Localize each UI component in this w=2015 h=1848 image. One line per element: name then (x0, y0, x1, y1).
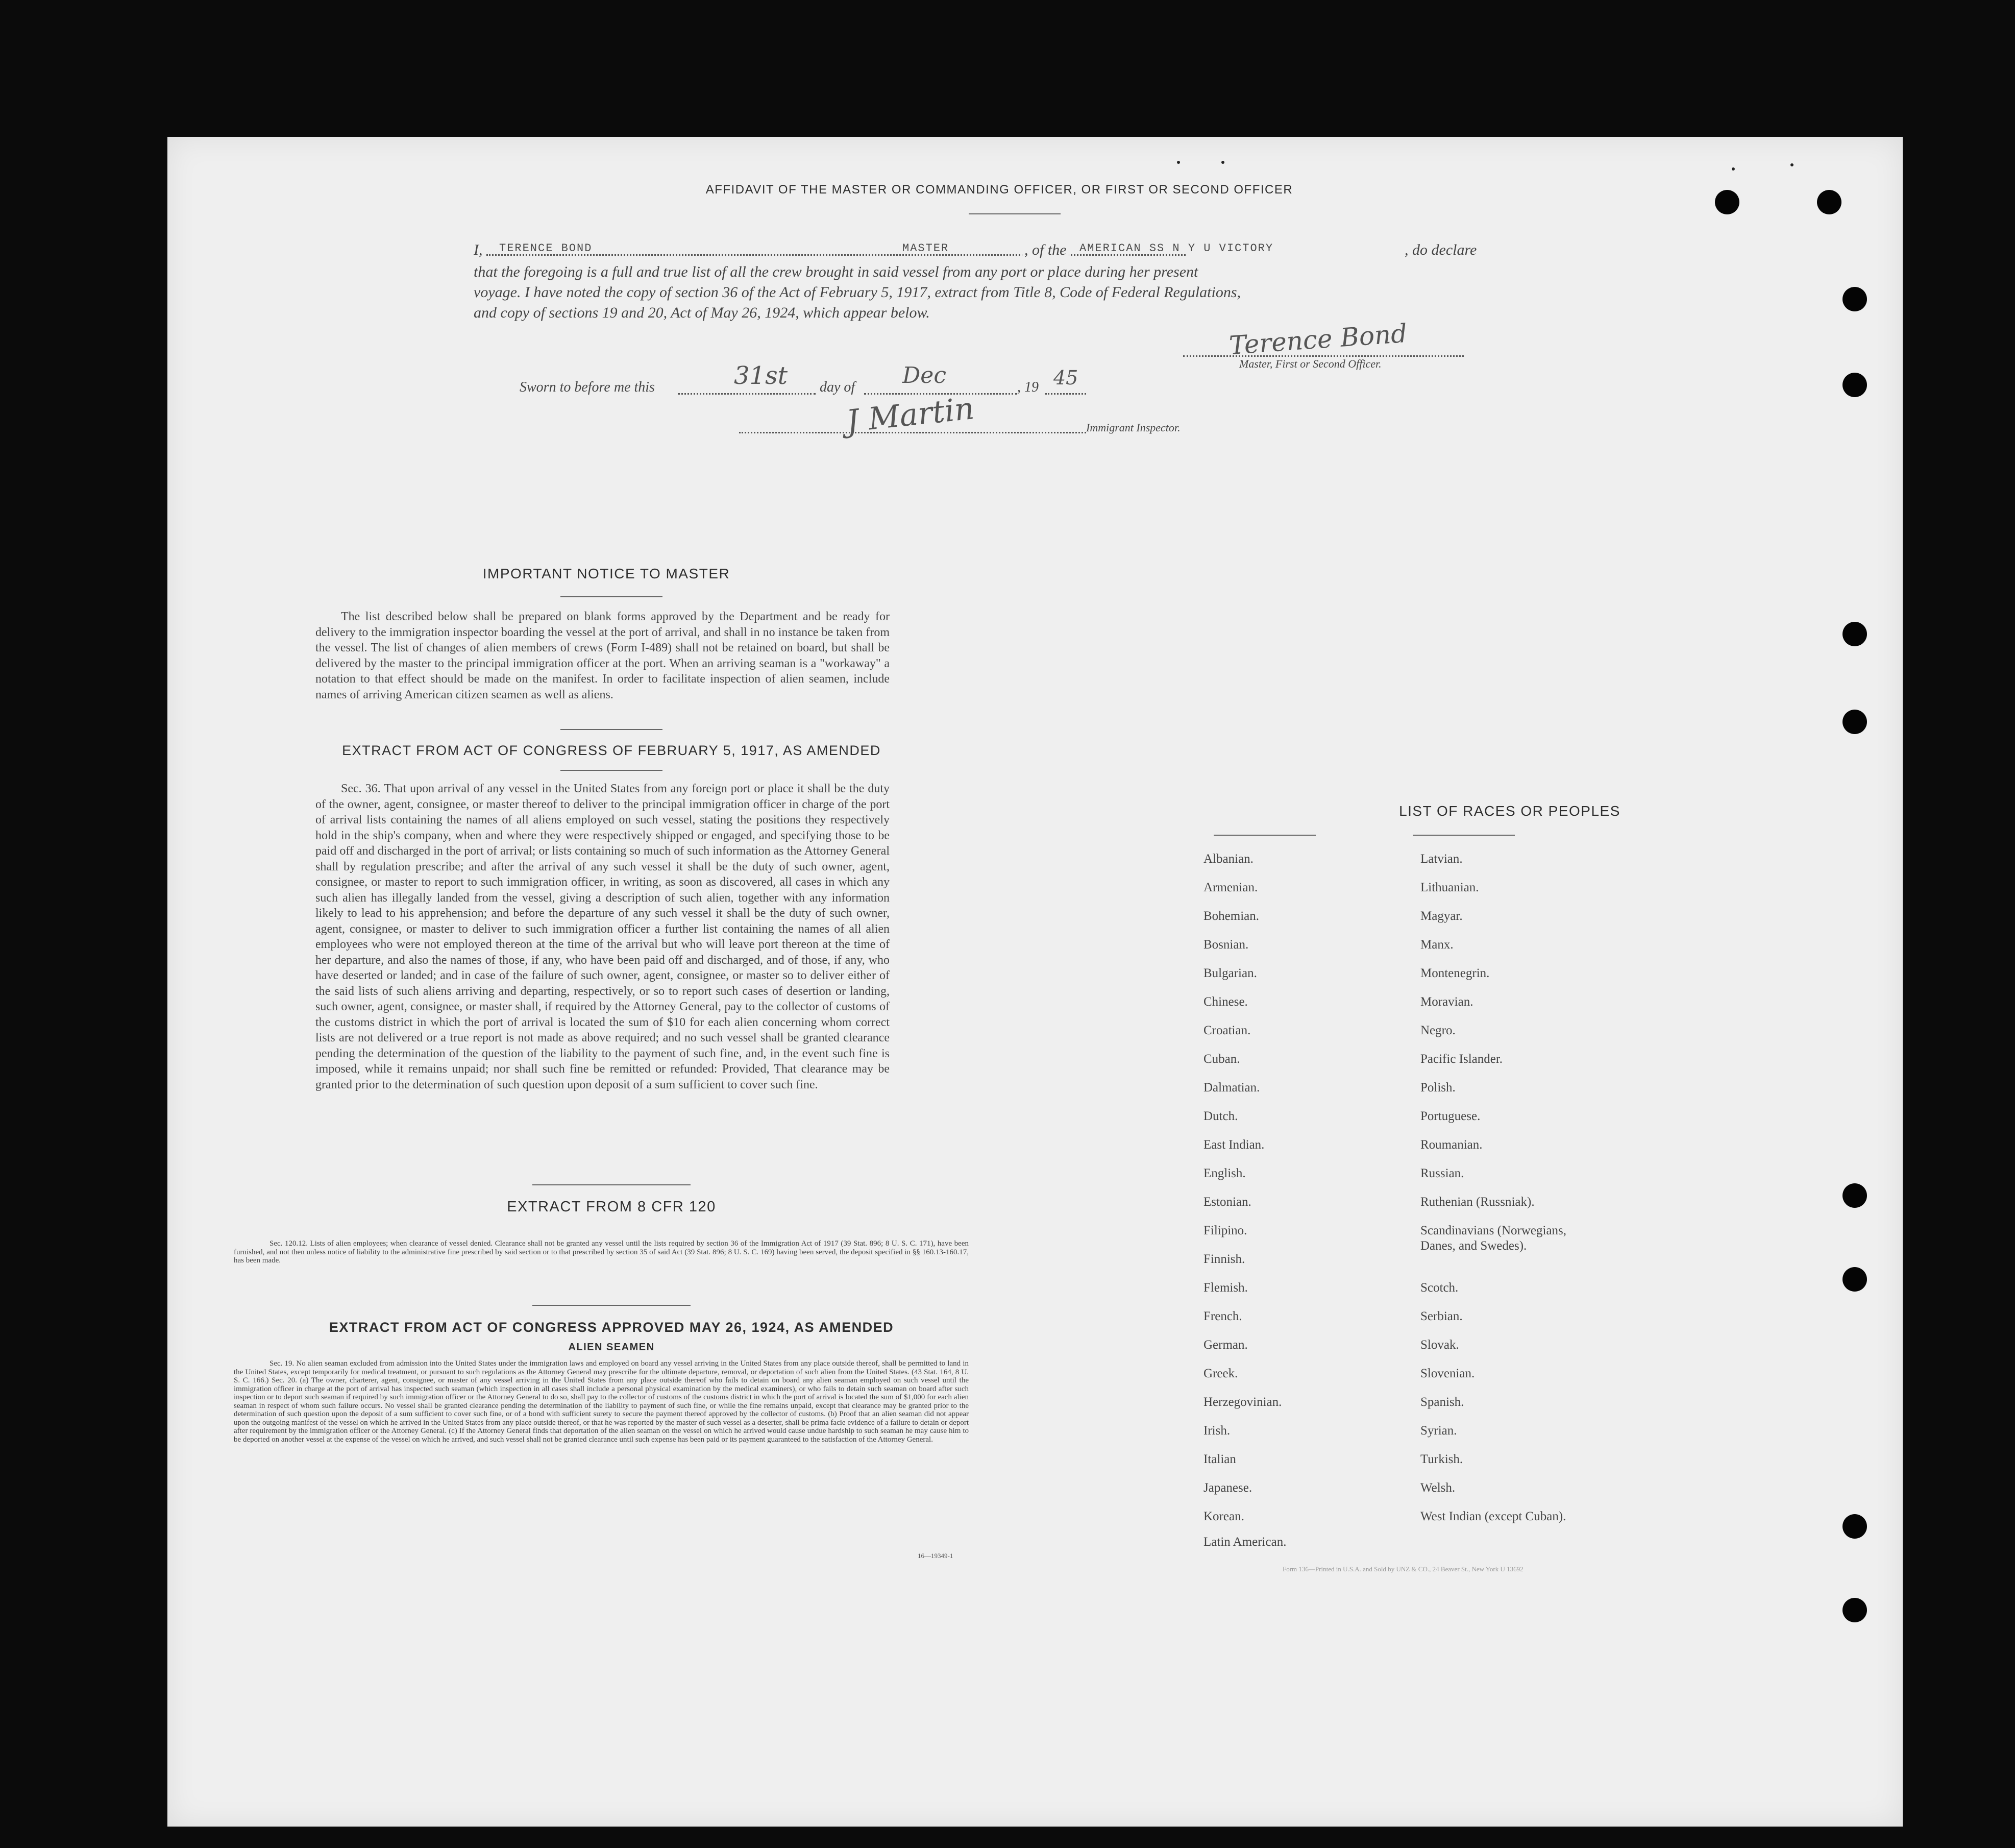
race-item: Greek. (1203, 1367, 1238, 1380)
notice-text: The list described below shall be prepared on blank forms approved by the Department and be ready for delivery to the immigration inspector boarding the vessel at the port of arrival, and shall in no instance be taken from the vessel. The list of changes of alien members of crews (Form I-489) shall not be retained on board, but shall be delivered by the master to the principal immigration officer at the port. When an arriving seaman is a "workaway" a notation to that effect should be made on the manifest. In order to facilitate inspection of alien seamen, include names of arriving American citizen seamen as well as aliens. (315, 610, 890, 701)
binder-hole (1842, 1267, 1867, 1292)
race-item: Armenian. (1203, 881, 1258, 894)
extract-1917-title: EXTRACT FROM ACT OF CONGRESS OF FEBRUARY 5, 1917, AS AMENDED (342, 743, 881, 758)
form-footer: Form 136—Printed in U.S.A. and Sold by UNZ & CO., 24 Beaver St., New York U 13692 (1283, 1565, 1523, 1573)
race-item: Japanese. (1203, 1481, 1252, 1495)
master-signature-line (1183, 355, 1464, 357)
affidavit-line-4: and copy of sections 19 and 20, Act of May 26, 1924, which appear below. (474, 304, 930, 321)
race-item: Welsh. (1420, 1481, 1456, 1495)
ink-speck (1790, 163, 1793, 166)
race-item: Bulgarian. (1203, 966, 1257, 980)
race-item: Latin American. (1203, 1535, 1287, 1549)
sworn-day: 31st (734, 361, 788, 390)
race-item: Syrian. (1420, 1424, 1457, 1438)
extract-1924-title: EXTRACT FROM ACT OF CONGRESS APPROVED MAY 26, 1924, AS AMENDED (329, 1320, 894, 1335)
document-page (167, 137, 1903, 1827)
binder-hole (1715, 190, 1739, 214)
race-item: Scotch. (1420, 1281, 1459, 1295)
race-item: East Indian. (1203, 1138, 1265, 1152)
race-item: Chinese. (1203, 995, 1248, 1009)
affidavit-title: AFFIDAVIT OF THE MASTER OR COMMANDING OFFICER, OR FIRST OR SECOND OFFICER (705, 183, 1293, 197)
race-item: English. (1203, 1166, 1246, 1180)
of-the-label: , of the (1022, 241, 1069, 259)
race-item: Montenegrin. (1420, 966, 1490, 980)
race-item: Albanian. (1203, 852, 1254, 866)
form-code: 16—19349-1 (918, 1552, 953, 1560)
race-item: Finnish. (1203, 1252, 1245, 1266)
race-item: Italian (1203, 1452, 1236, 1466)
vessel-name: AMERICAN SS N Y U VICTORY (1079, 242, 1274, 255)
ink-speck (1732, 167, 1735, 171)
sworn-year: 45 (1053, 367, 1078, 389)
inspector-caption: Immigrant Inspector. (1086, 421, 1181, 434)
race-item: Slovenian. (1420, 1367, 1475, 1380)
races-divider-right (1413, 835, 1515, 836)
notice-divider (560, 596, 662, 597)
extract-1917-divider (560, 770, 662, 771)
extract-1917-text: Sec. 36. That upon arrival of any vessel in the United States from any foreign port or place it shall be the duty of the owner, agent, consignee, or master thereof to deliver to the principal immigration officer in charge of the port of arrival lists containing the names of all aliens employed on such vessel, stating the positions they respectively hold in the ship's company, when and where they were respectively shipped or engaged, and specifying those to be paid off and discharged in the port of arrival; or lists containing so much of such information as the Attorney General shall by regulation prescribe; and after the arrival of any such vessel it shall be the duty of such owner, agent, consignee, or master to report to such immigration officer, in writing, as soon as discovered, all cases in which any such alien has illegally landed from the vessel, giving a description of such alien, together with any information likely to lead to his apprehension; and before the departure of any such vessel it shall be the duty of such owner, agent, consignee, or master to deliver to such immigration officer a further list containing the names of all alien employees who were not employed thereon at the time of the arrival but who will leave port thereon at the time of her departure, and also the names of those, if any, who have been paid off and discharged, and of those, if any, who have deserted or landed; and in case of the failure of such owner, agent, consignee, or master so to deliver either of the said lists of such aliens arriving and departing, respectively, or so to report such cases of desertion or landing, such owner, agent, consignee, or master shall, if required by the Attorney General, pay to the collector of customs of the customs district in which the port of arrival is located the sum of $10 for each alien concerning whom correct lists are not delivered or a true report is not made as above required; and no such vessel shall be granted clearance pending the determination of the question of the liability to the payment of such fine, and, in the event such fine is imposed, while it remains unpaid; nor shall such fine be remitted or refunded: Provided, That clearance may be granted prior to the determination of such question upon deposit of a sum sufficient to cover such fine. (315, 782, 890, 1091)
sworn-month: Dec (902, 362, 946, 388)
day-of-label: day of (820, 379, 855, 395)
race-item: Serbian. (1420, 1309, 1463, 1323)
master-name: TERENCE BOND (499, 242, 593, 255)
race-item: Korean. (1203, 1510, 1244, 1523)
section-divider (532, 1184, 691, 1185)
race-item: Dalmatian. (1203, 1081, 1260, 1095)
binder-hole (1842, 710, 1867, 734)
section-divider (532, 1305, 691, 1306)
race-item: Croatian. (1203, 1024, 1251, 1037)
race-item: West Indian (except Cuban). (1420, 1510, 1566, 1523)
race-item: Herzegovinian. (1203, 1395, 1282, 1409)
sworn-day-line (678, 393, 816, 395)
race-item: Negro. (1420, 1024, 1456, 1037)
cfr-text: Sec. 120.12. Lists of alien employees; when clearance of vessel denied. Clearance shall not be granted any vessel until the lists required by section 36 of the Immigration Act of 1917 (39 Stat. 896; 8 U. S. C. 171), have been furnished, and not then unless notice of liability to the administrative fine prescribed by said section or to that prescribed by section 35 of said Act (39 Stat. 896; 8 U. S. C. 169) having been served, the deposit specified in §§ 160.13-160.17, has been made. (234, 1239, 969, 1265)
master-signature: Terence Bond (1228, 318, 1408, 361)
race-item: Cuban. (1203, 1052, 1240, 1066)
cfr-title: EXTRACT FROM 8 CFR 120 (507, 1199, 716, 1215)
race-item: Pacific Islander. (1420, 1052, 1503, 1066)
signature-caption: Master, First or Second Officer. (1239, 357, 1382, 370)
race-item: Latvian. (1420, 852, 1463, 866)
race-item: Spanish. (1420, 1395, 1464, 1409)
affidavit-line-3: voyage. I have noted the copy of section 36 of the Act of February 5, 1917, extract from Title 8, Code of Federal Regulations, (474, 284, 1241, 301)
race-item: Irish. (1203, 1424, 1231, 1438)
binder-hole (1842, 1598, 1867, 1622)
master-rank: MASTER (902, 242, 949, 255)
affidavit-i: I, (474, 241, 483, 258)
race-item: Slovak. (1420, 1338, 1459, 1352)
race-item: Portuguese. (1420, 1109, 1481, 1123)
race-item: Magyar. (1420, 909, 1463, 923)
do-declare-label: , do declare (1403, 241, 1479, 259)
race-item: Flemish. (1203, 1281, 1248, 1295)
race-item: Roumanian. (1420, 1138, 1483, 1152)
binder-hole (1842, 1183, 1867, 1208)
race-item: Turkish. (1420, 1452, 1463, 1466)
race-item: Dutch. (1203, 1109, 1238, 1123)
race-item: Scandinavians (Norwegians, Danes, and Swedes). (1420, 1224, 1567, 1253)
race-item: Filipino. (1203, 1224, 1247, 1237)
race-item: Bohemian. (1203, 909, 1260, 923)
race-item: Bosnian. (1203, 938, 1249, 952)
race-item: Manx. (1420, 938, 1454, 952)
binder-hole (1842, 373, 1867, 397)
title-divider (969, 213, 1061, 214)
ink-speck (1221, 161, 1224, 164)
binder-hole (1842, 1514, 1867, 1539)
race-item: German. (1203, 1338, 1248, 1352)
races-title: LIST OF RACES OR PEOPLES (1399, 803, 1620, 819)
race-item: Ruthenian (Russniak). (1420, 1195, 1535, 1209)
binder-hole (1842, 622, 1867, 646)
races-divider-left (1214, 835, 1316, 836)
binder-hole (1842, 287, 1867, 311)
alien-seamen-subtitle: ALIEN SEAMEN (568, 1342, 655, 1353)
section-divider (560, 729, 662, 730)
year-prefix: , 19 (1017, 379, 1039, 395)
race-item: Moravian. (1420, 995, 1473, 1009)
race-item: Polish. (1420, 1081, 1456, 1095)
binder-hole (1817, 190, 1841, 214)
race-item: Russian. (1420, 1166, 1464, 1180)
race-item: French. (1203, 1309, 1242, 1323)
race-item: Estonian. (1203, 1195, 1251, 1209)
ink-speck (1177, 161, 1180, 164)
sworn-year-line (1045, 393, 1086, 395)
sworn-label: Sworn to before me this (520, 379, 655, 395)
affidavit-line-2: that the foregoing is a full and true list of all the crew brought in said vessel from any port or place during her present (474, 263, 1198, 280)
race-item: Lithuanian. (1420, 881, 1479, 894)
notice-title: IMPORTANT NOTICE TO MASTER (482, 566, 730, 581)
extract-1924-text: Sec. 19. No alien seaman excluded from admission into the United States under the immigration laws and employed on board any vessel arriving in the United States from any place outside thereof, shall be permitted to land in the United States, except temporarily for medical treatment, or pursuant to such regulations as the Attorney General may prescribe for the ultimate departure, removal, or deportation of such alien from the United States. (43 Stat. 164, 8 U. S. C. 166.) Sec. 20. (a) The owner, charterer, agent, consignee, or master of any vessel arriving in the United States from any place outside thereof who fails to detain on board any alien seaman employed on such vessel until the immigration officer in charge at the port of arrival has inspected such seaman (which inspection in all cases shall include a personal physical examination by the medical examiners), or who fails to detain such seaman on board after such inspection or to deport such seaman if required by such immigration officer or the Attorney General to do so, shall pay to the collector of customs of the customs district in which the port of arrival is located the sum of $1,000 for each alien seaman in respect of whom such failure occurs. No vessel shall be granted clearance pending the determination of the liability to payment of such fine, or while the fine remains unpaid, except that clearance may be granted prior to the determination of such question upon the deposit of a sum sufficient to cover such fine, or of a bond with sufficient surety to secure the payment thereof approved by the collector of customs. (b) Proof that an alien seaman did not appear upon the outgoing manifest of the vessel on which he arrived in the United States from any place outside thereof, or that he was reported by the master of such vessel as a deserter, shall be prima facie evidence of a failure to detain or deport after requirement by the immigration officer or the Attorney General. (c) If the Attorney General finds that deportation of the alien seaman on the vessel on which he arrived would cause undue hardship to such seaman he may cause him to be deported on another vessel at the expense of the vessel on which he arrived, and such vessel shall not be granted clearance until such expense has been paid or its payment guaranteed to the satisfaction of the Attorney General. (234, 1359, 969, 1444)
inspector-signature: J Martin (845, 391, 976, 440)
